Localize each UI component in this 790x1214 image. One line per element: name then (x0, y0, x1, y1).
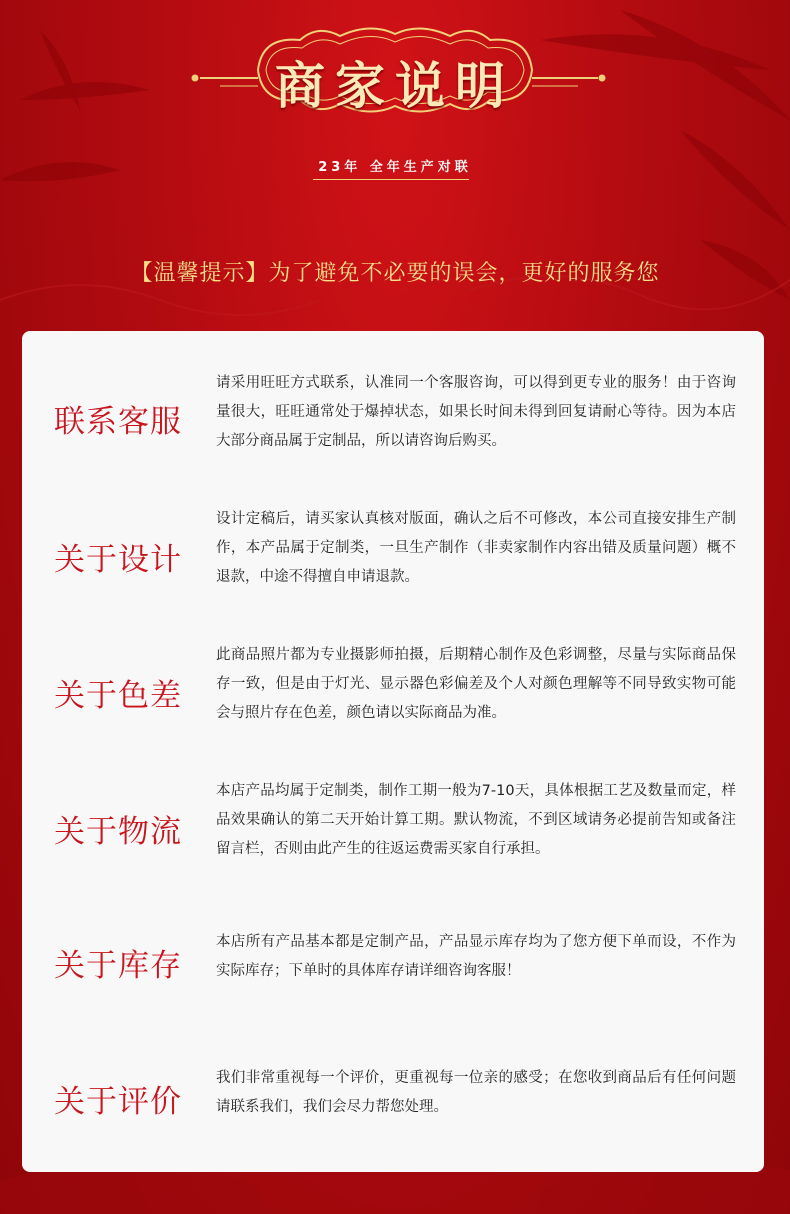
section-title: 关于物流 (54, 814, 182, 850)
section-body: 我们非常重视每一个评价，更重视每一位亲的感受；在您收到商品后有任何问题请联系我们，我们会尽力帮您处理。 (216, 1070, 736, 1115)
section-body: 设计定稿后，请买家认真核对版面，确认之后不可修改，本公司直接安排生产制作，本产品属于定制类，一旦生产制作（非卖家制作内容出错及质量问题）概不退款，中途不得擅自申请退款。 (216, 511, 736, 585)
section-stock (22, 928, 764, 1038)
section-title: 关于评价 (54, 1084, 182, 1120)
notice-banner: 【温馨提示】为了避免不必要的误会，更好的服务您 (130, 261, 660, 286)
section-title: 关于设计 (54, 542, 182, 578)
section-body: 本店产品均属于定制类，制作工期一般为7-10天，具体根据工艺及数量而定，样品效果确认的第二天开始计算工期。默认物流，不到区域请务必提前告知或备注留言栏，否则由此产生的往返运费需买家自行承担。 (216, 783, 736, 857)
subtitle-underline (313, 179, 469, 180)
section-title: 关于色差 (54, 678, 182, 714)
section-body: 此商品照片都为专业摄影师拍摄，后期精心制作及色彩调整，尽量与实际商品保存一致，但是由于灯光、显示器色彩偏差及个人对颜色理解等不同导致实物可能会与照片存在色差，颜色请以实际商品为准。 (216, 647, 736, 721)
page-subtitle: 23年 全年生产对联 (318, 160, 472, 175)
section-body: 请采用旺旺方式联系，认准同一个客服咨询，可以得到更专业的服务！由于咨询量很大，旺旺通常处于爆掉状态，如果长时间未得到回复请耐心等待。因为本店大部分商品属于定制品，所以请咨询后购买。 (216, 375, 736, 449)
section-design (22, 505, 764, 615)
section-contact (22, 369, 764, 479)
section-body: 本店所有产品基本都是定制产品，产品显示库存均为了您方便下单而设，不作为实际库存；下单时的具体库存请详细咨询客服！ (216, 934, 736, 979)
section-title: 联系客服 (54, 404, 182, 440)
info-card (22, 331, 764, 1172)
section-color (22, 641, 764, 751)
section-title: 关于库存 (54, 948, 182, 984)
page-title: 商家说明 (275, 57, 515, 115)
section-logistics (22, 777, 764, 887)
section-review (22, 1064, 764, 1174)
